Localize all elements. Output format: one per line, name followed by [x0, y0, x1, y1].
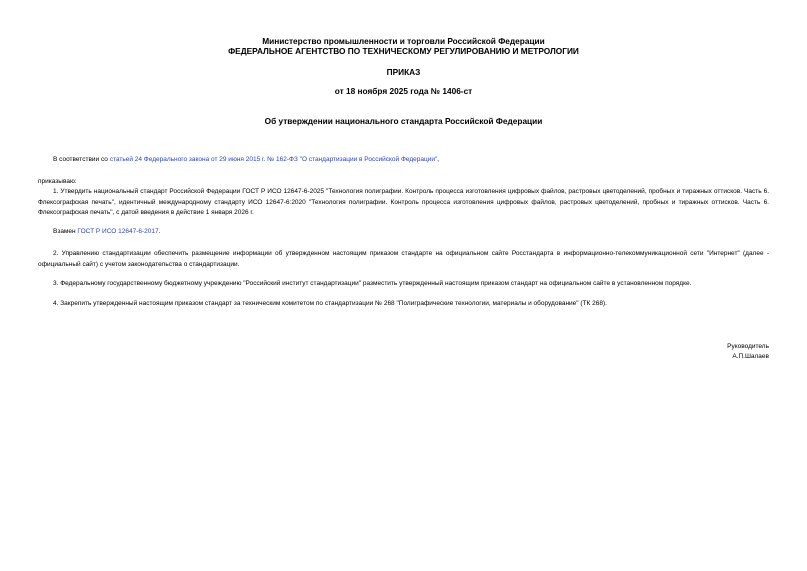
order-item-3: 3. Федеральному государственному бюджетному учреждению "Российский институт стандартизации" разместить утвержденный настоящим приказом стандарт на официальном сайте в установленном порядке. — [53, 280, 692, 287]
document-type: ПРИКАЗ — [386, 67, 421, 77]
agency-name: ФЕДЕРАЛЬНОЕ АГЕНТСТВО ПО ТЕХНИЧЕСКОМУ РЕГУЛИРОВАНИЮ И МЕТРОЛОГИИ — [228, 46, 579, 56]
order-item-4: 4. Закрепить утвержденный настоящим приказом стандарт за техническим комитетом по стандартизации № 268 "Полиграфические технологии, материалы и оборудование" (ТК 268). — [53, 300, 607, 307]
legal-basis-prefix: В соответствии со — [53, 156, 110, 163]
ministry-name: Министерство промышленности и торговли Российской Федерации — [262, 36, 545, 46]
signatory-title: Руководитель — [727, 343, 769, 350]
replacement-paragraph — [38, 227, 769, 238]
legal-basis-paragraph — [38, 155, 769, 166]
replaced-standard-link[interactable]: ГОСТ Р ИСО 12647-6-2017 — [77, 228, 159, 235]
order-item-1: 1. Утвердить национальный стандарт Российской Федерации ГОСТ Р ИСО 12647-6-2025 "Технология полиграфии. Контроль процесса изготовления цифровых файлов, растровых цветоделений, пробных и тиражных оттисков. Часть 6. Флексографская печать", идентичный международному стандарту ИСО 12647-6:2020 "Технология полиграфии. Контроль процесса изготовления цифровых файлов, растровых цветоделений, пробных и тиражных оттисков. Часть 6. Флексографская печать", с датой введения в действие 1 января 2026 г. — [38, 188, 769, 216]
document-subject: Об утверждении национального стандарта Российской Федерации — [264, 116, 543, 126]
replacement-suffix: . — [158, 228, 161, 235]
order-word: приказываю: — [38, 178, 77, 185]
legal-basis-suffix: , — [437, 156, 440, 163]
order-item-2: 2. Управлению стандартизации обеспечить размещение информации об утвержденном настоящим приказом стандарте на официальном сайте Росстандарта в информационно-телекоммуникационной сети "Интернет" (далее - официальный сайт) с учетом законодательства о стандартизации. — [38, 250, 769, 268]
replacement-prefix: Взамен — [53, 228, 78, 235]
document-date-number: от 18 ноября 2025 года № 1406-ст — [334, 86, 473, 96]
federal-law-link[interactable]: статьей 24 Федерального закона от 29 июня 2015 г. № 162-ФЗ "О стандартизации в Российской Федерации" — [109, 156, 438, 163]
signatory-name: А.П.Шалаев — [732, 353, 769, 360]
